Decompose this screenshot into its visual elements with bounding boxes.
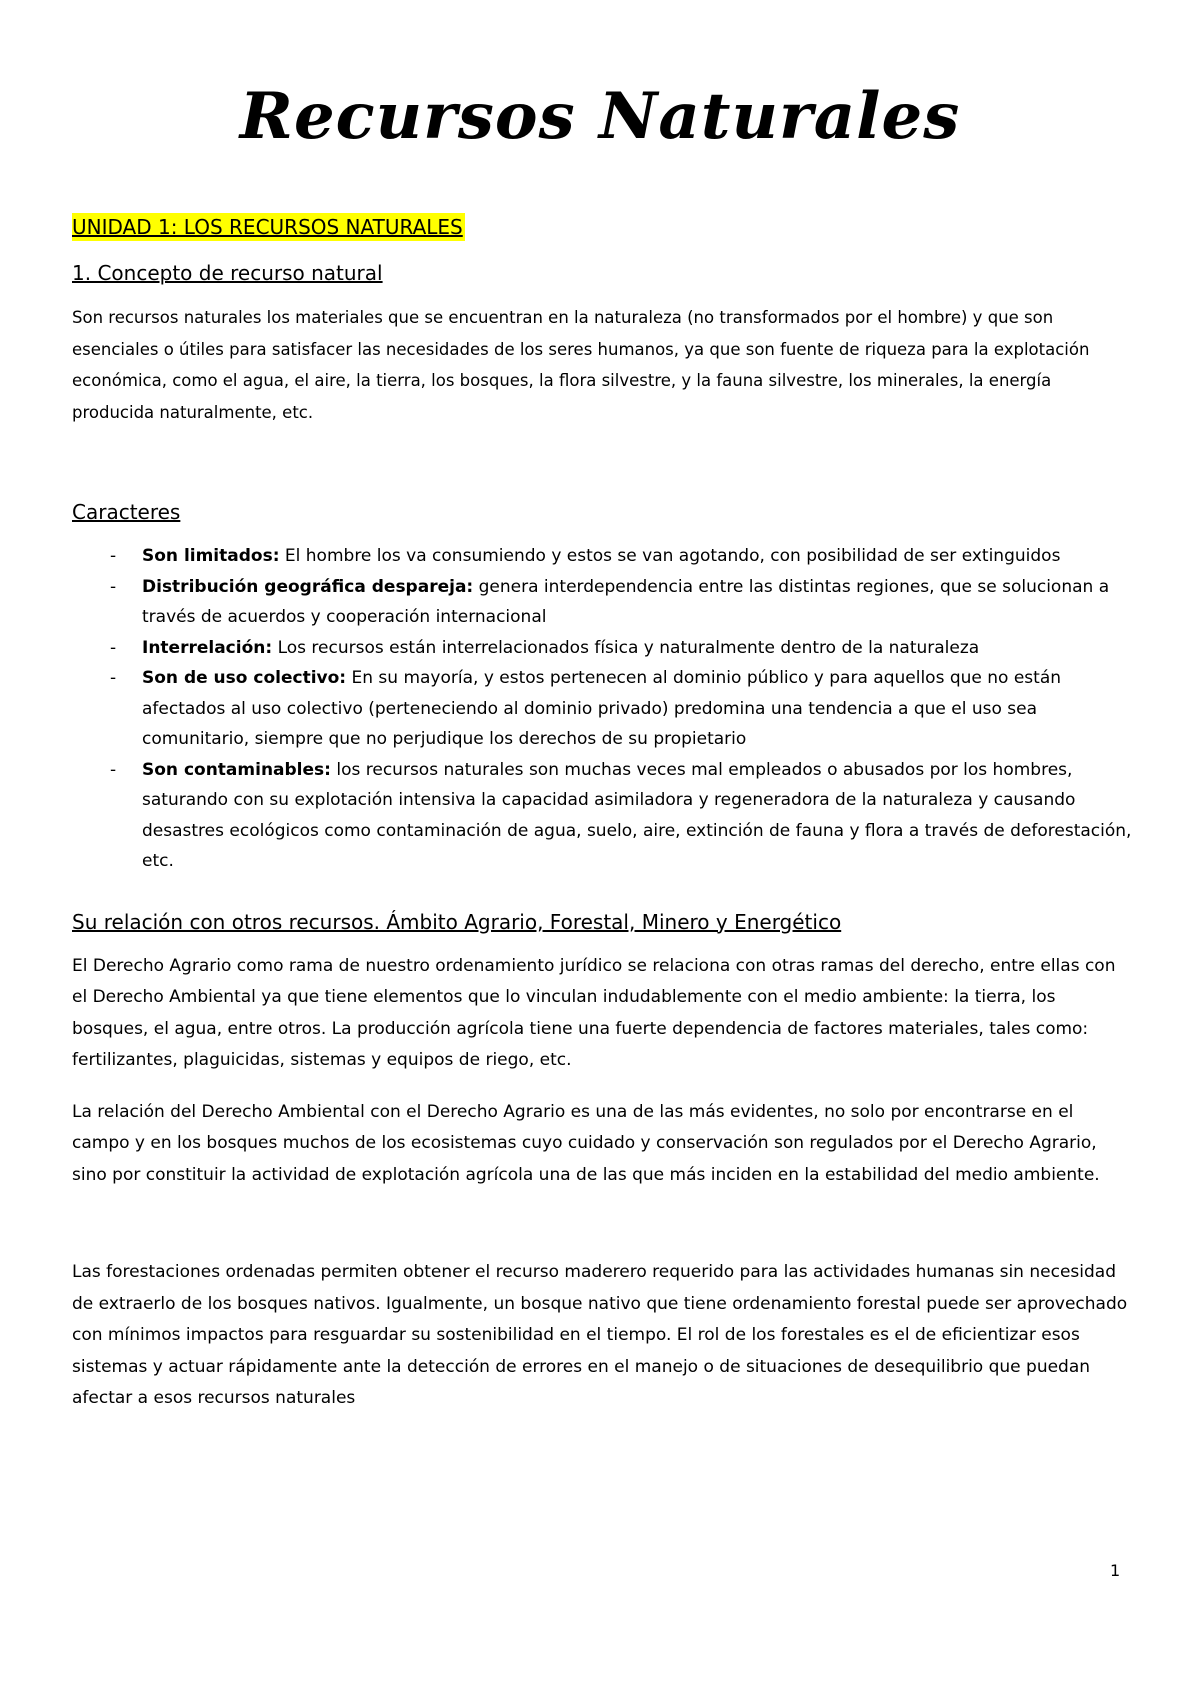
spacer — [72, 877, 1132, 907]
list-item-label: Son contaminables: — [142, 759, 331, 780]
caracteres-heading: Caracteres — [72, 500, 181, 524]
list-bullet: - — [110, 668, 117, 688]
spacer — [72, 1077, 1132, 1097]
list-bullet: - — [110, 546, 117, 566]
list-item — [72, 663, 1132, 755]
list-item-label: Son limitados: — [142, 546, 280, 566]
relacion-paragraph-2: La relación del Derecho Ambiental con el Derecho Agrario es una de las más evidentes, no solo por encontrarse en el campo y en los bosques muchos de los ecosistemas cuyo cuidado y conservación son regulados por el Derecho Agrario, sino por constituir la actividad de explotación agrícola una de las que más inciden en la estabilidad del medio ambiente. — [72, 1101, 1100, 1185]
list-item — [72, 572, 1132, 633]
list-item — [72, 755, 1132, 877]
list-item-text: genera interdependencia entre las distintas regiones, que se solucionan a través de acuerdos y cooperación internacional — [142, 576, 1110, 627]
page-number: 1 — [1110, 1561, 1121, 1580]
list-item-text: los recursos naturales son muchas veces mal empleados o abusados por los hombres, saturando con su explotación intensiva la capacidad asimiladora y regeneradora de la naturaleza y causando desastres ecológicos como contaminación de agua, suelo, aire, extinción de fauna y flora a través de deforestación, etc. — [142, 759, 1132, 871]
spacer — [72, 1191, 1132, 1257]
relacion-paragraph-3: Las forestaciones ordenadas permiten obtener el recurso maderero requerido para las actividades humanas sin necesidad de extraerlo de los bosques nativos. Igualmente, un bosque nativo que tiene ordenamiento forestal puede ser aprovechado con mínimos impactos para resguardar su sostenibilidad en el tiempo. El rol de los forestales es el de eficientizar esos sistemas y actuar rápidamente ante la detección de errores en el manejo o de situaciones de desequilibrio que puedan afectar a esos recursos naturales — [72, 1262, 1128, 1408]
list-item-text: El hombre los va consumiendo y estos se van agotando, con posibilidad de ser extinguidos — [279, 546, 1061, 566]
list-bullet: - — [110, 759, 117, 780]
spacer — [72, 428, 1132, 497]
list-item-text: Los recursos están interrelacionados física y naturalmente dentro de la naturaleza — [272, 637, 980, 658]
list-item-label: Interrelación: — [142, 637, 273, 658]
list-item — [72, 541, 1132, 572]
unit-heading — [72, 212, 1132, 242]
list-item — [72, 633, 1132, 664]
list-bullet: - — [110, 576, 117, 597]
caracteres-list — [72, 541, 1132, 877]
list-item-label: Distribución geográfica despareja: — [142, 576, 474, 597]
unit-heading-highlight: UNIDAD 1: LOS RECURSOS NATURALES — [72, 215, 463, 239]
document-title: Recursos Naturales — [239, 79, 961, 154]
document-body — [72, 212, 1132, 1415]
list-bullet: - — [110, 637, 117, 658]
list-item-label: Son de uso colectivo: — [142, 668, 347, 688]
concept-paragraph: Son recursos naturales los materiales que se encuentran en la naturaleza (no transformados por el hombre) y que son esenciales o útiles para satisfacer las necesidades de los seres humanos, ya que son fuente de riqueza para la explotación económica, como el agua, el aire, la tierra, los bosques, la flora silvestre, y la fauna silvestre, los minerales, la energía producida naturalmente, etc. — [72, 308, 1090, 422]
list-item-text: En su mayoría, y estos pertenecen al dominio público y para aquellos que no están afectados al uso colectivo (perteneciendo al dominio privado) predomina una tendencia a que el uso sea comunitario, siempre que no perjudique los derechos de su propietario — [142, 668, 1062, 749]
concept-heading: 1. Concepto de recurso natural — [72, 261, 383, 285]
relacion-heading: Su relación con otros recursos. Ámbito Agrario, Forestal, Minero y Energético — [72, 909, 842, 934]
relacion-paragraph-1: El Derecho Agrario como rama de nuestro ordenamiento jurídico se relaciona con otras ramas del derecho, entre ellas con el Derecho Ambiental ya que tiene elementos que lo vinculan indudablemente con el medio ambiente: la tierra, los bosques, el agua, entre otros. La producción agrícola tiene una fuerte dependencia de factores materiales, tales como: fertilizantes, plaguicidas, sistemas y equipos de riego, etc. — [72, 955, 1116, 1070]
